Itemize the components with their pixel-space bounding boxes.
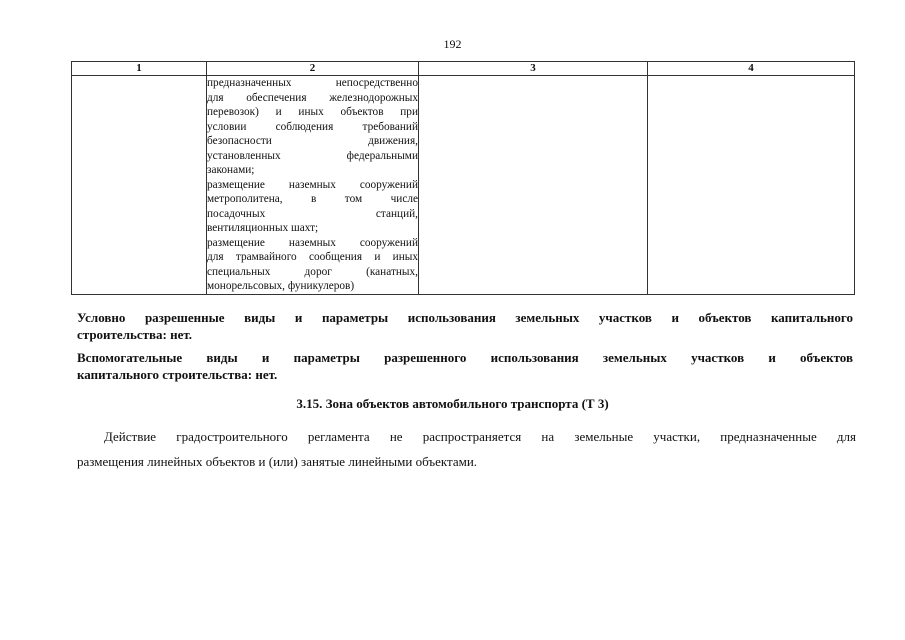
- table-cell-col2: [207, 76, 419, 295]
- column-header-4: 4: [648, 62, 855, 76]
- page-number: 192: [443, 37, 462, 51]
- cell-text-line: специальных дорог (канатных,: [207, 265, 418, 278]
- column-header-1: 1: [72, 62, 207, 76]
- column-header-2: 2: [207, 62, 419, 76]
- column-header-3: 3: [419, 62, 648, 76]
- cell-text-line: законами;: [207, 164, 255, 176]
- cell-text-line: монорельсовых, фуникулеров): [207, 280, 355, 292]
- cell-text-line: для обеспечения железнодорожных: [207, 91, 418, 104]
- auxiliary-uses-line: Вспомогательные виды и параметры разрешенного использования земельных участков и объектов: [77, 350, 853, 365]
- table-header-row: [72, 62, 855, 76]
- cell-text-line: размещение наземных сооружений: [207, 178, 418, 191]
- conditional-uses-line: строительства: нет.: [77, 327, 193, 342]
- cell-text-line: размещение наземных сооружений: [207, 236, 418, 249]
- regulation-table: [71, 61, 855, 295]
- conditional-uses-line: Условно разрешенные виды и параметры использования земельных участков и объектов капитального: [77, 310, 853, 325]
- cell-text-line: безопасности движения,: [207, 135, 418, 147]
- body-text-line: размещения линейных объектов и (или) занятые линейными объектами.: [77, 454, 478, 469]
- table-row: [72, 76, 855, 295]
- body-text-line: Действие градостроительного регламента не распространяется на земельные участки, предназначенные для: [104, 429, 856, 444]
- table-cell-col1: [72, 76, 207, 295]
- cell-text-line: вентиляционных шахт;: [207, 222, 319, 234]
- cell-text-line: условии соблюдения требований: [207, 120, 418, 133]
- cell-text-line: метрополитена, в том числе: [207, 193, 418, 205]
- conditional-uses-paragraph: [77, 309, 853, 343]
- cell-text-line: перевозок) и иных объектов при: [207, 106, 418, 118]
- table-cell-col3: [419, 76, 648, 295]
- body-paragraph: [77, 426, 856, 473]
- cell-text-line: установленных федеральными: [207, 149, 418, 162]
- cell-text-line: для трамвайного сообщения и иных: [207, 251, 418, 263]
- section-heading: 3.15. Зона объектов автомобильного транспорта (Т 3): [296, 396, 609, 411]
- table-cell-col4: [648, 76, 855, 295]
- auxiliary-uses-paragraph: [77, 349, 853, 383]
- auxiliary-uses-line: капитального строительства: нет.: [77, 367, 278, 382]
- cell-text-line: предназначенных непосредственно: [207, 77, 418, 89]
- cell-text-line: посадочных станций,: [207, 207, 418, 220]
